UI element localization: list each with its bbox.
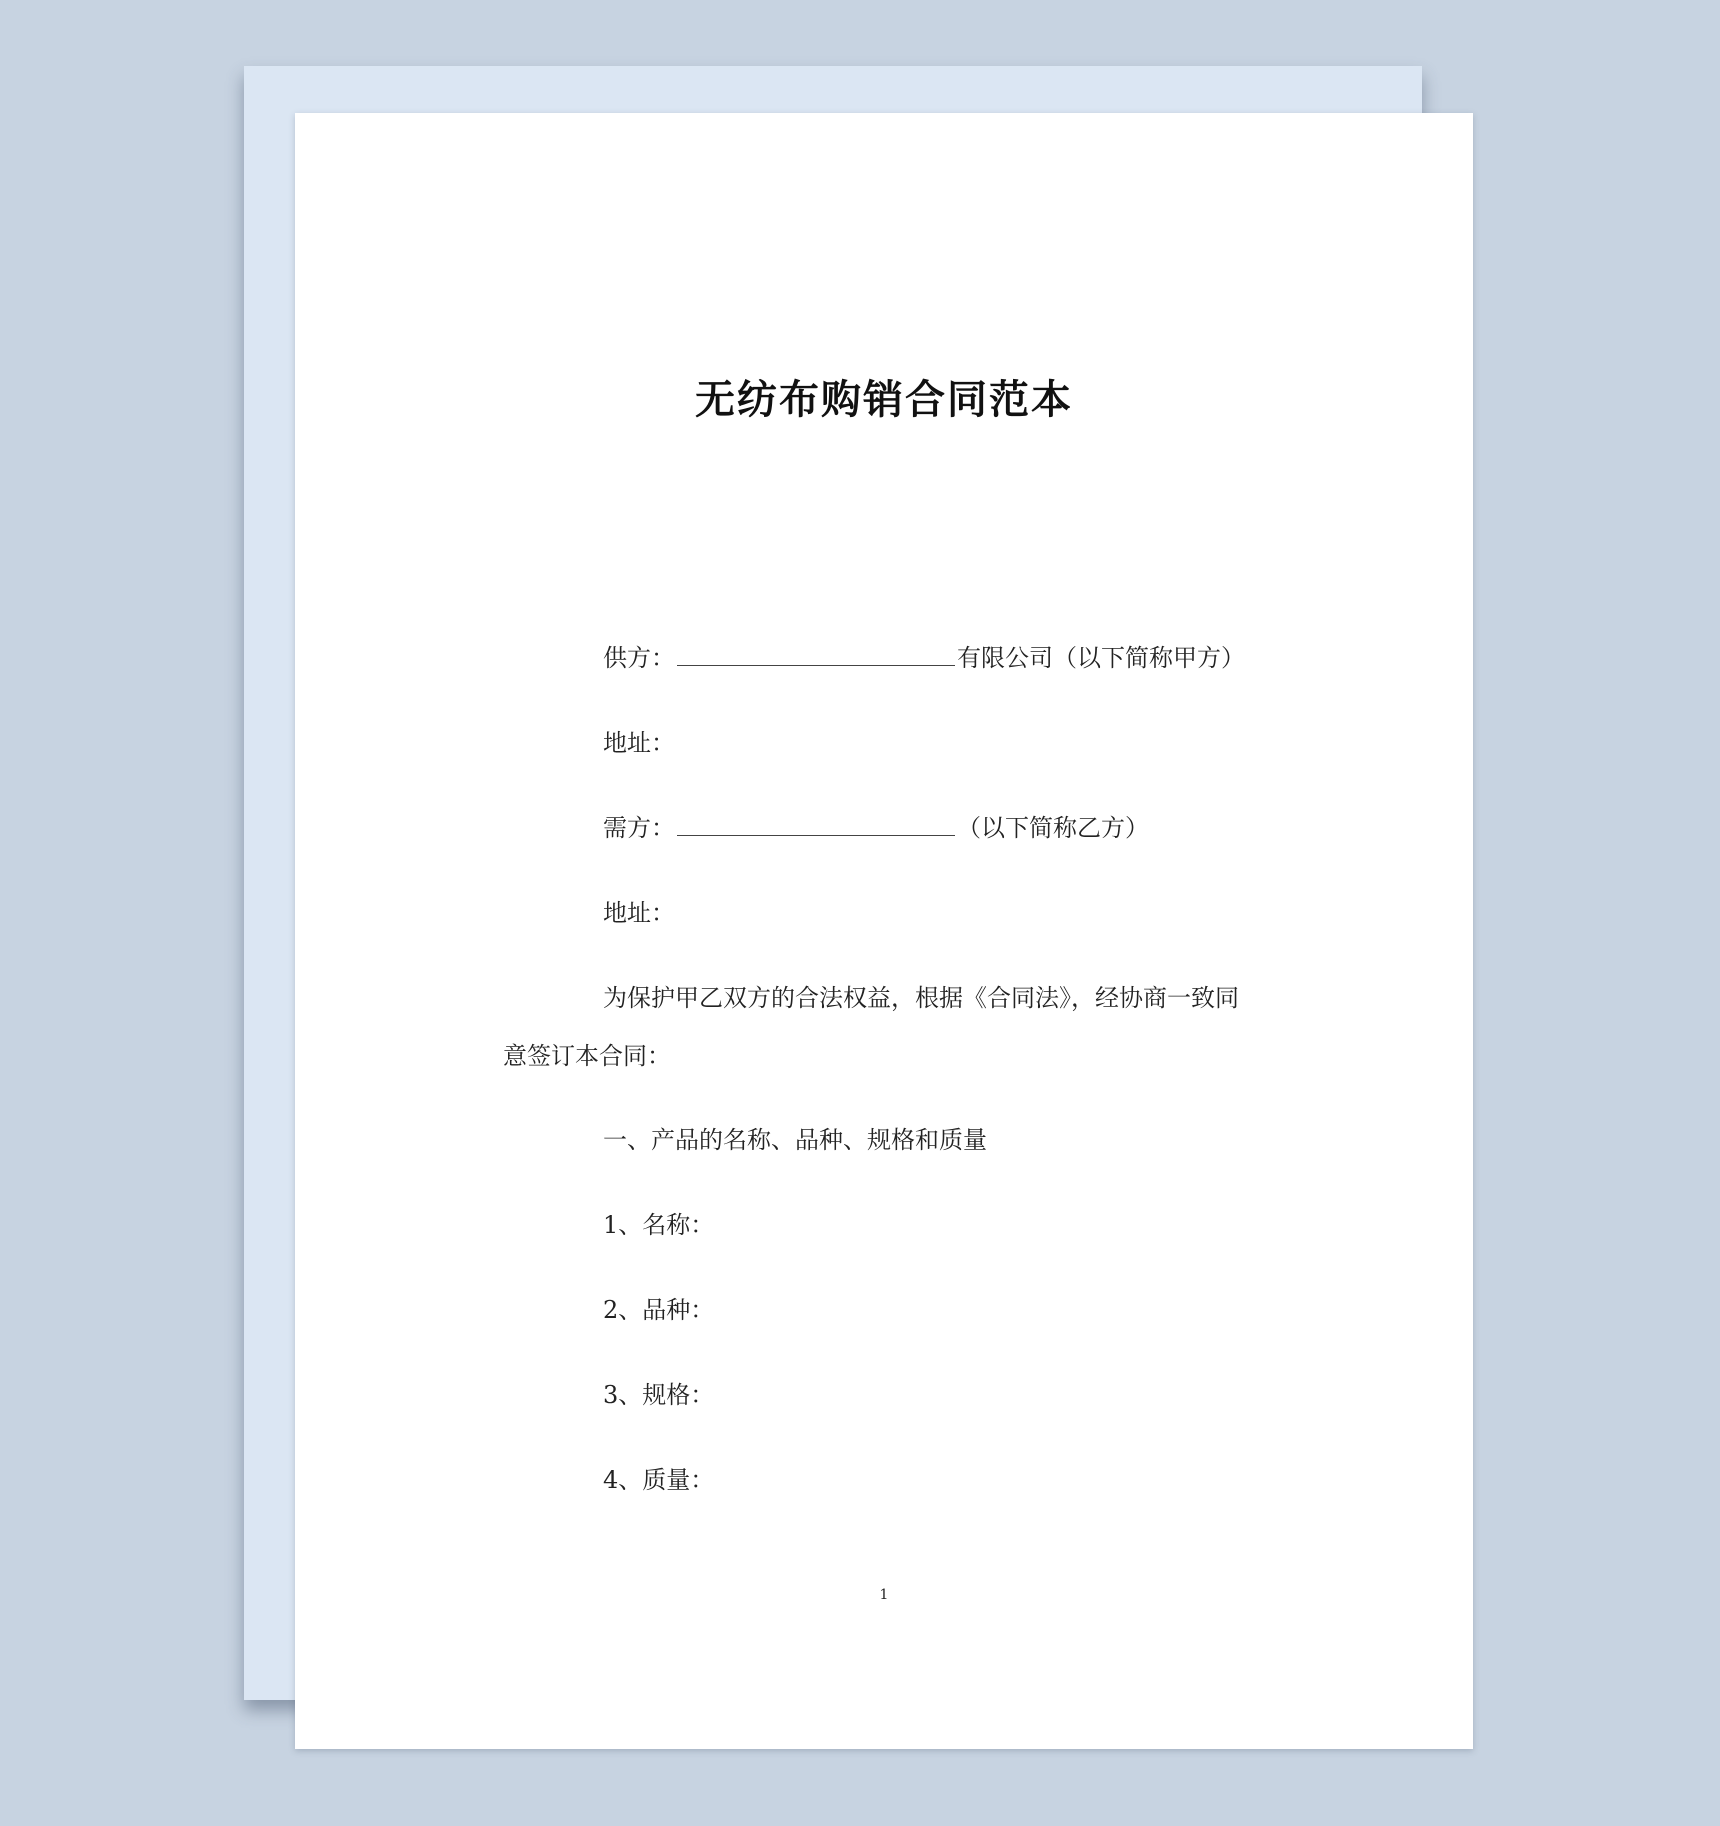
buyer-label: 需方： xyxy=(603,814,675,842)
supplier-line xyxy=(603,643,1245,673)
buyer-address-line xyxy=(603,898,675,928)
intro-paragraph-line-1: 为保护甲乙双方的合法权益，根据《合同法》，经协商一致同 xyxy=(603,984,1239,1012)
supplier-suffix: 有限公司（以下简称甲方） xyxy=(957,644,1245,672)
section1-heading: 一、产品的名称、品种、规格和质量 xyxy=(603,1126,987,1154)
item-quality: 4、质量： xyxy=(603,1466,715,1494)
supplier-address-label: 地址： xyxy=(603,729,675,757)
item-name: 1、名称： xyxy=(603,1211,715,1239)
page-number: 1 xyxy=(879,1587,889,1603)
intro-paragraph-line-2: 意签订本合同： xyxy=(503,1042,671,1070)
buyer-name-blank[interactable] xyxy=(677,813,955,836)
document-page xyxy=(295,113,1473,1749)
buyer-address-label: 地址： xyxy=(603,899,675,927)
item-variety: 2、品种： xyxy=(603,1296,715,1324)
document-title: 无纺布购销合同范本 xyxy=(695,377,1073,423)
buyer-suffix: （以下简称乙方） xyxy=(957,814,1149,842)
supplier-label: 供方： xyxy=(603,644,675,672)
supplier-address-line xyxy=(603,728,675,758)
item-specification: 3、规格： xyxy=(603,1381,715,1409)
buyer-line xyxy=(603,813,1149,843)
supplier-name-blank[interactable] xyxy=(677,643,955,666)
